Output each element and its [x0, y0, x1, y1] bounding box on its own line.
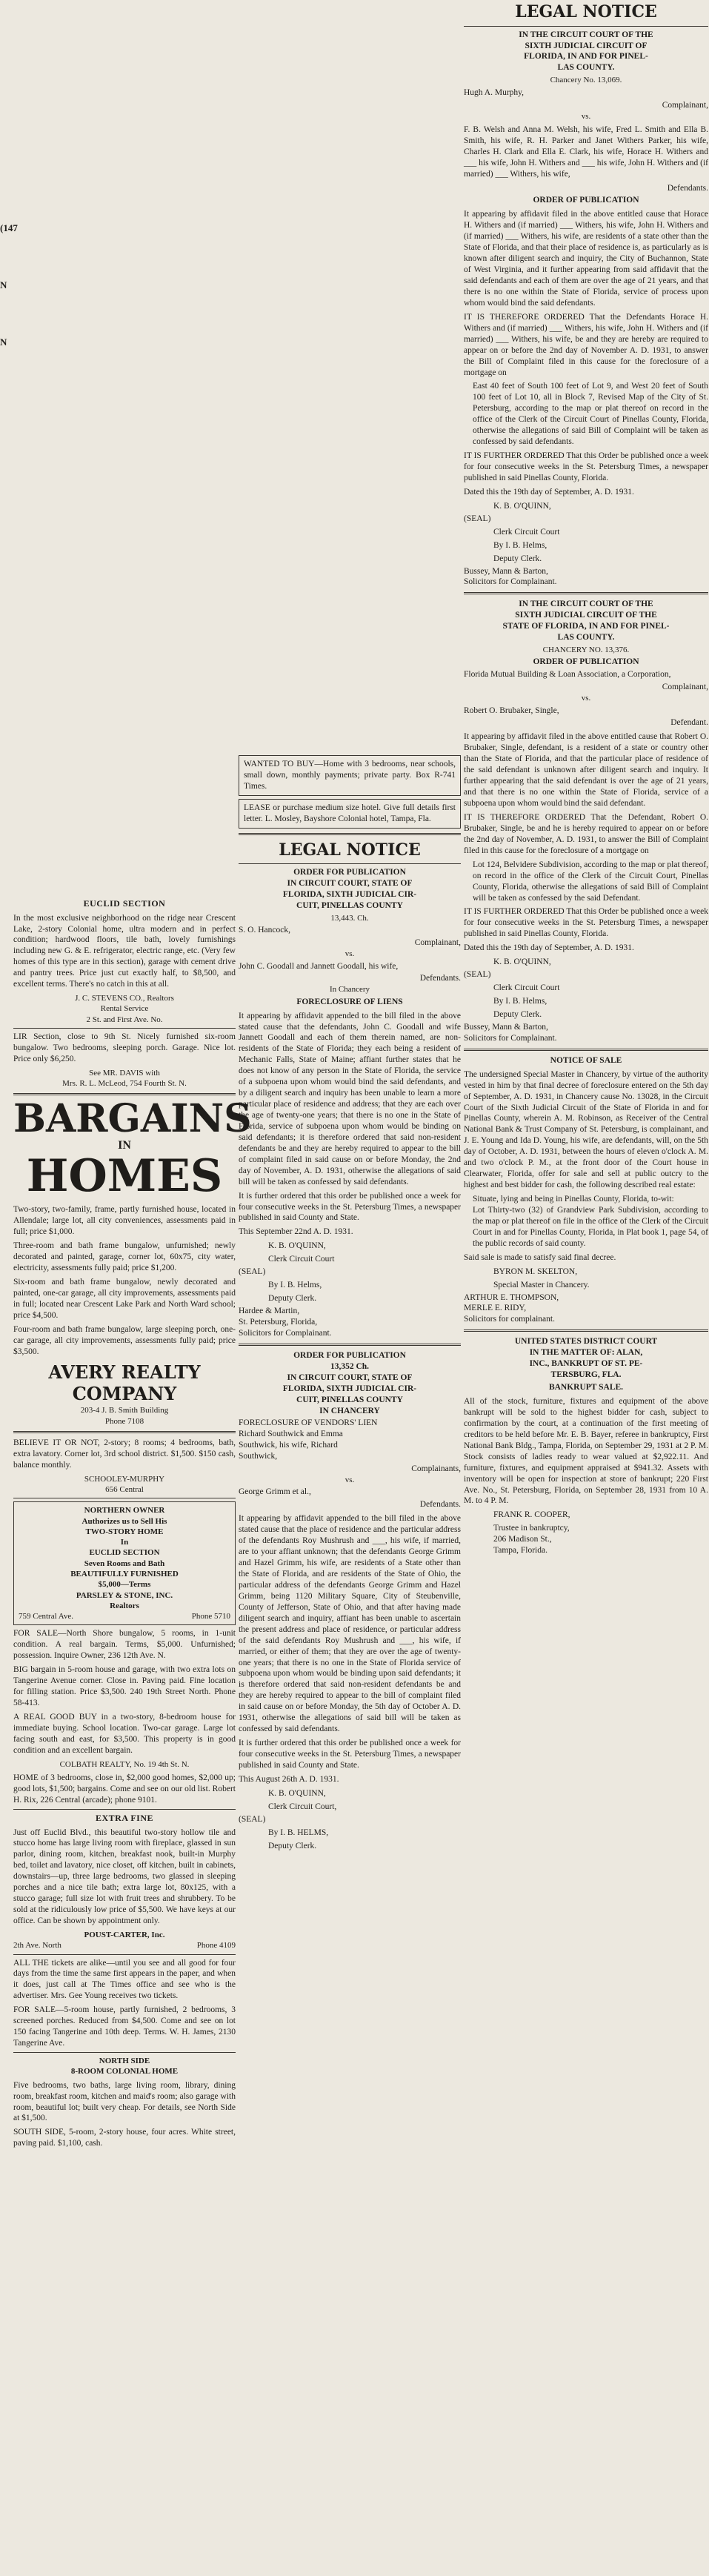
divider — [464, 26, 708, 27]
edge-fragment: N — [0, 279, 7, 291]
avery-phone: Phone 7108 — [104, 1416, 144, 1426]
divider — [239, 833, 461, 835]
clerk-title: Clerk Circuit Court — [268, 1255, 335, 1264]
order-for-publication-13443 — [239, 867, 461, 1339]
euclid-ad: In the most exclusive neighborhood on the ridge near Crescent Lake, 2-story Colonial home, ultra modern and in perfect condition; hardwood floors, tile bath, lovely furnishings including new G. & E. refrigerator, electric range, etc. (Very few homes of this type are in this section), garage with cement drive and pantry trees. Price just cut exactly half, to $8,500, and excellent terms. There's no catch in this at all. — [13, 913, 236, 989]
notice-heading: ORDER FOR PUBLICATION 13,352 Ch. IN CIRCUIT COURT, STATE OF FLORIDA, SIXTH JUDICIAL CIR- CUIT, PINELLAS COUNTY IN CHANCERY — [282, 1350, 417, 1415]
legal-notice-column-middle — [239, 752, 461, 1852]
bargains-ad — [13, 1096, 252, 1426]
notice-heading: UNITED STATES DISTRICT COURT IN THE MATTER OF: ALAN, INC., BANKRUPT OF ST. PE- TERSBURG, FLA. — [514, 1337, 658, 1380]
complainant: S. O. Hancock, — [239, 926, 290, 935]
divider — [464, 592, 708, 594]
clerk-title: Clerk Circuit Court — [493, 983, 560, 993]
deputy-name: By I. B. HELMS, — [268, 1828, 329, 1837]
clerk-title: Clerk Circuit Court — [493, 527, 560, 537]
bargain-item: Two-story, two-family, frame, partly furnished house, located in Allendale; large lot, all city conveniences, assessments paid in full; price $1,000. — [13, 1205, 236, 1237]
chancery-number: Chancery No. 13,069. — [550, 76, 622, 85]
order-heading: ORDER OF PUBLICATION — [533, 657, 639, 667]
trustee-name: FRANK R. COOPER, — [493, 1510, 570, 1520]
master-title: Special Master in Chancery. — [493, 1280, 590, 1289]
bargains-in: IN — [118, 1139, 131, 1152]
good-buy-ad: A REAL GOOD BUY in a two-story, 8-bedroom house for immediate buying. School location. Two-car garage. Large lot facing south and east, for $3,500. This property is in good condition and an excellent bargain. — [13, 1713, 236, 1755]
deputy-title: Deputy Clerk. — [493, 554, 542, 563]
versus: vs. — [344, 949, 355, 959]
dated-line: Dated this the 19th day of September, A. D. 1931. — [464, 487, 634, 497]
deputy-name: By I. B. Helms, — [268, 1281, 322, 1290]
wanted-to-buy-ad — [239, 755, 461, 796]
south-side-ad: SOUTH SIDE, 5-room, 2-story house, four acres. White street, paving paid. $1,100, cash. — [13, 2128, 236, 2148]
further-ordered: IT IS FURTHER ORDERED That this Order be published once a week for four consecutive weeks in the St. Petersburg Times, a newspaper published in said Pinellas County, Florida. — [464, 451, 708, 482]
legal-notice-title: LEGAL NOTICE — [515, 2, 657, 21]
case-caption: FORECLOSURE OF VENDORS' LIEN Richard Southwick and Emma Southwick, his wife, Richard Southwick, — [239, 1418, 378, 1461]
northern-owner-text: NORTHERN OWNER Authorizes us to Sell His TWO-STORY HOME In EUCLID SECTION Seven Rooms and Bath BEAUTIFULLY FURNISHED $5,000—Terms PARSLEY & STONE, INC. Realtors — [70, 1506, 179, 1610]
therefore-ordered: IT IS THEREFORE ORDERED That the Defendants Horace H. Withers and (if married) ___ Withers, his wife, John H. Withers and (if married) ___ Withers, his wife, be and they are hereby are required to appear on or before the 2nd day of November A. D. 1931, to answer the Bill of Complaint filed in this cause for the foreclosure of a mortgage on — [464, 312, 708, 377]
divider — [239, 863, 461, 864]
avery-address: 203-4 J. B. Smith Building — [80, 1406, 169, 1415]
clerk-name: K. B. O'QUINN, — [268, 1788, 326, 1798]
believe-ad: BELIEVE IT OR NOT, 2-story; 8 rooms; 4 bedrooms, bath, extra lavatory. Corner lot, 3rd school district. $1,500. $150 cash, balance monthly. — [13, 1438, 236, 1470]
tickets-ad: ALL THE tickets are alike—until you see and all good for four days from the time the same first appears in the paper, and when it does, just call at The Times office and see who is the advertiser. Mrs. Gee Young receives two tickets. — [13, 1958, 236, 2001]
poust-address: 2th Ave. North — [13, 1941, 61, 1951]
master-name: BYRON M. SKELTON, — [493, 1267, 578, 1276]
deputy-title: Deputy Clerk. — [268, 1294, 317, 1304]
notice-body: It appearing by affidavit appended to the bill filed in the above stated cause that the place of residence and the particular address of the defendants Roy Mushrush and ___, his wife, if married, are to your affiant unknown; that the defendants George Grimm and Hazel Grimm, his wife, are residents of a State other than the State of Florida, and are residents of the State of Ohio, the particular address of the defendants George Grimm and Hazel Grimm, being 1120 Military Square, City of Steubenville, County of Jefferson, State of Ohio, and that after having made diligent search and inquiry, affiant has been unable to ascertain the present address and place of residence, or particular address of the said defendants Roy Mushrush and ___, his wife, if married, or either of them; that they are over the age of twenty-one years; that there is no one in the State of Florida service of subpoena upon whom would be binding upon said defendants; it is therefore ordered that said non-resident defendants be and they are hereby required to appear to the bill of complaint filed in said cause on or before Monday, the 5th day of October A. D. 1931, otherwise the allegations of said bill will be taken as confessed by said defendants. — [239, 1514, 461, 1734]
deputy-title: Deputy Clerk. — [493, 1009, 542, 1019]
bargain-item: Six-room and bath frame bungalow, newly decorated and painted, one-car garage, all city improvements, assessments paid in full; located near Crescent Lake Park and North Ward school; price $4,500. — [13, 1277, 236, 1320]
dated-line: Dated this the 19th day of September, A. D. 1931. — [464, 943, 634, 953]
complainant-label: Complainant, — [662, 100, 708, 110]
home-ad: HOME of 3 bedrooms, close in, $2,000 good homes, $2,000 up; good lots, $1,500; bargains. Come and see on our old list. Robert H. Rix, 226 Central (arcade); phone 9101. — [13, 1773, 236, 1805]
complainants-label: Complainants, — [411, 1464, 461, 1474]
clerk-title: Clerk Circuit Court, — [268, 1802, 337, 1811]
lease-ad — [239, 799, 461, 829]
publication-order: It is further ordered that this order be published once a week for four consecutive weeks in the St. Petersburg Times, a newspaper published in said County and State. — [239, 1739, 461, 1770]
divider — [13, 1093, 236, 1095]
solicitors: Hardee & Martin, St. Petersburg, Florida, Solicitors for Complainant. — [239, 1307, 332, 1338]
bankrupt-sale-heading: BANKRUPT SALE. — [548, 1383, 624, 1392]
wanted-ad-text: WANTED TO BUY—Home with 3 bedrooms, near schools, small down, monthly payments; private party. Box R-741 Times. — [244, 760, 456, 791]
avery-name: AVERY REALTY — [48, 1361, 201, 1384]
order-for-publication-13352 — [239, 1350, 461, 1852]
notice-of-sale — [464, 1055, 708, 1326]
solicitors: Bussey, Mann & Barton, Solicitors for Complainant. — [464, 566, 557, 587]
rental-service: Rental Service — [100, 1004, 149, 1014]
stevens-realtor: J. C. STEVENS CO., Realtors — [75, 994, 174, 1003]
divider — [13, 1028, 236, 1029]
deputy-name: By I. B. Helms, — [493, 540, 547, 550]
lir-ad: LIR Section, close to 9th St. Nicely furnished six-room bungalow. Two bedrooms, sleeping porch. Garage. Nice lot. Price only $6,250. — [13, 1032, 236, 1063]
bargains-title: BARGAINS — [13, 1096, 252, 1142]
seal: (SEAL) — [464, 970, 491, 980]
north-side-ad: Five bedrooms, two baths, large living room, library, dining room, breakfast room, kitchen and maid's room; also garage with room, beautiful lot; built very cheap. For details, see North Side at $1,500. — [13, 2080, 236, 2123]
colbath-realty: COLBATH REALTY, No. 19 4th St. N. — [59, 1759, 190, 1769]
notice-heading: ORDER FOR PUBLICATION IN CIRCUIT COURT, STATE OF FLORIDA, SIXTH JUDICIAL CIR- CUIT, PINELLAS COUNTY — [282, 868, 417, 911]
seal: (SEAL) — [239, 1267, 266, 1277]
poust-carter: POUST-CARTER, Inc. — [84, 1930, 165, 1939]
solicitors: Bussey, Mann & Barton, Solicitors for Complainant. — [464, 1022, 557, 1043]
legal-description: East 40 feet of South 100 feet of Lot 9, and West 20 feet of South 100 feet of Lot 10, all in Block 7, Revised Map of the City of St. Petersburg, according to the map or plat thereof on record in the office of the Clerk of the Circuit Court of Pinellas County, Florida, otherwise the allegations of said Bill of Complaint will be taken as confessed by said defendants. — [473, 382, 708, 447]
seal: (SEAL) — [464, 514, 491, 523]
clerk-name: K. B. O'QUINN, — [493, 957, 551, 967]
mcleod-contact: Mrs. R. L. McLeod, 754 Fourth St. N. — [62, 1079, 187, 1089]
chancery-label: In Chancery — [329, 985, 370, 995]
euclid-heading: EUCLID SECTION — [83, 898, 166, 909]
edge-fragment: (147 — [0, 222, 18, 233]
defendants-label: Defendants. — [419, 974, 461, 983]
defendants: John C. Goodall and Jannett Goodall, his wife, — [239, 961, 399, 971]
defendants-label: Defendants. — [419, 1500, 461, 1510]
defendants: George Grimm et al., — [239, 1487, 311, 1497]
north-side-heading: NORTH SIDE 8-ROOM COLONIAL HOME — [70, 2057, 179, 2077]
defendants-label: Defendant. — [670, 718, 708, 728]
foreclosure-heading: FORECLOSURE OF LIENS — [296, 997, 403, 1006]
complainant: Florida Mutual Building & Loan Association, a Corporation, — [464, 670, 671, 680]
divider — [13, 1809, 236, 1810]
poust-phone: Phone 4109 — [196, 1941, 236, 1951]
notice-body: It appearing by affidavit filed in the above entitled cause that Horace H. Withers and (if married) ___ Withers, his wife, John H. Withers and (if married) ___ Withers, his wife, are residents of a state other than the State of Florida, and that their place of residence is, as particularly as is known after diligent search and inquiry, the City of Buchannon, State of West Virginia, and it further appearing from said affidavit that the said defendants and each of them are over the age of 21 years, and that there is no one within the State of Florida, service of process upon whom would bind the said defendants. — [464, 210, 708, 308]
versus: vs. — [581, 694, 591, 703]
notice-body: All of the stock, furniture, fixtures and equipment of the above bankrupt will be sold to the highest bidder for cash, subject to confirmation by the court, at a continuation of the first meeting of creditors to be held before Mr. E. B. Bayer, referee in bankruptcy, First National Bank Bldg., Tampa, Florida, on September 29, 1931 at 2 P. M. Stock consists of ladies ready to wear valued at $2,922.11. And furniture, fixtures, and equipment appraised at $941.32. Assets with inventory will be open for inspection at store of bankrupt; 220 First Ave. No., St. Petersburg, Florida, on September 28, 1931 from 10 A. M. to 4 P. M. — [464, 1397, 708, 1506]
further-ordered: IT IS FURTHER ORDERED That this Order be published once a week for four consecutive weeks in the St. Petersburg Times, a newspaper published in said Pinellas County, Florida. — [464, 907, 708, 939]
defendants: F. B. Welsh and Anna M. Welsh, his wife, Fred L. Smith and Ella B. Smith, his wife, R. H. Parker and Janet Withers Parker, his wife, Charles H. Clark and Ella E. Clark, his wife, Horace H. Withers and ___ his wife, John H. Withers and ___ his wife, John H. Withers and (if married) ___ Withers, his wife, — [464, 125, 708, 179]
bargain-item: Four-room and bath frame bungalow, large sleeping porch, one-car garage, all city improvements, assessments fully paid; price $3,500. — [13, 1324, 236, 1356]
legal-notice-column-right — [464, 0, 708, 1556]
homes-title: HOMES — [26, 1150, 223, 1203]
big-bargain-ad: BIG bargain in 5-room house and garage, with two extra lots on Tangerine Avenue corner. Close in. Paving paid. Fine location for filling station. Price $3,500. 240 19th Street North. Phone 58-413. — [13, 1665, 236, 1708]
order-heading: ORDER OF PUBLICATION — [533, 196, 639, 205]
chancery-13376-notice — [464, 599, 708, 1043]
legal-description: Situate, lying and being in Pinellas County, Florida, to-wit: Lot Thirty-two (32) of Grandview Park Subdivision, according to the map or plat thereof on file in the office of the Clerk of the Circuit Court in and for Pinellas County, Florida, in Plat book 1, page 54, of the public records of said county. — [473, 1195, 708, 1248]
notice-body: The undersigned Special Master in Chancery, by virtue of the authority vested in him by that final decree of foreclosure entered on the 5th day of September, A. D. 1931, in Chancery cause No. 13028, in the Circuit Court of the Sixth Judicial Circuit of the State of Florida in and for Pinellas County, wherein A. M. Robinson, as Receiver of the Central National Bank & Trust Company of St. Petersburg, is complainant, and J. E. Young and Ida D. Young, his wife, are defendants, will, on the 5th day of October, A. D. 1931, between the hours of eleven o'clock A. M. and two o'clock P. M., at the front door of the Court house in Clearwater, Florida, offer for sale and sell at public outcry to the highest and best bidder for cash, the following described real estate: — [464, 1069, 708, 1190]
defendants-label: Defendants. — [667, 183, 708, 193]
left-edge-fragments — [0, 222, 18, 394]
notice-heading: IN THE CIRCUIT COURT OF THE SIXTH JUDICIAL CIRCUIT OF THE STATE OF FLORIDA, IN AND FOR PINEL- LAS COUNTY. — [502, 600, 670, 643]
legal-description: Lot 124, Belvidere Subdivision, according to the map or plat thereof, on record in the office of the Clerk of the Circuit Court, Pinellas County, Florida, otherwise the allegations of said Bill of Complaint will be taken as confessed by the said Defendant. — [473, 860, 708, 903]
defendants: Robert O. Brubaker, Single, — [464, 706, 559, 715]
for-sale-north-ad: FOR SALE—North Shore bungalow, 5 rooms, in 1-unit condition. A real bargain. Terms, $5,000. Unfurnished; possession. Inquire Owner, 236 12th Ave. N. — [13, 1629, 236, 1661]
complainant-label: Complainant, — [414, 938, 461, 948]
deputy-title: Deputy Clerk. — [268, 1841, 317, 1850]
divider — [239, 1344, 461, 1346]
lease-ad-text: LEASE or purchase medium size hotel. Give full details first letter. L. Mosley, Bayshore Colonial hotel, Tampa, Fla. — [244, 803, 456, 823]
chancery-13069-notice — [464, 30, 708, 588]
seal: (SEAL) — [239, 1814, 266, 1824]
clerk-name: K. B. O'QUINN, — [493, 501, 551, 511]
classified-real-estate-column — [13, 897, 252, 2152]
notice-body: It appearing by affidavit appended to the bill filed in the above stated cause that the defendants, John C. Goodall and wife Jannett Goodall and each of them therein named, are non-residents of the State of Florida; they each being a resident of Mechanic Falls, State of Maine; affiant further states that he does not know of any person in the State of Florida, the service of a subpoena upon whom would bind the said defendants, and by a diligent search and inquiry has been unable to learn a more particular place of residence and address; that they are each over the age of twenty-one years; that there is no one in the State of Florida, service of subpoena upon whom would be binding on said defendants; it is therefore ordered that said non-resident defendants be and they are hereby required to appear to the bill of complaint filed in said cause on or before Monday, the 2nd day of November, A. D. 1931, otherwise the allegations of said bill will be taken as confessed by said defendants. — [239, 1011, 461, 1186]
therefore-ordered: IT IS THEREFORE ORDERED That the Defendant, Robert O. Brubaker, Single, be and he is hereby required to appear on or before the 2nd day of November, A. D. 1931, to answer the Bill of Complaint filed in this cause for the foreclosure of a mortgage on — [464, 812, 708, 855]
case-number: 13,443. Ch. — [330, 914, 369, 923]
versus: vs. — [344, 1475, 355, 1485]
schooley-address: 656 Central — [105, 1484, 144, 1494]
dated-line: This August 26th A. D. 1931. — [239, 1774, 339, 1784]
bargain-item: Three-room and bath frame bungalow, unfurnished; newly decorated and painted, garage, corner lot, 60x75, city water, electricity, assessments fully paid; price $1,200. — [13, 1241, 236, 1272]
versus: vs. — [581, 111, 591, 121]
notice-heading: NOTICE OF SALE — [550, 1055, 622, 1065]
divider — [13, 1431, 236, 1433]
parsley-address: 759 Central Ave. — [19, 1612, 74, 1621]
trustee-title: Trustee in bankruptcy, 206 Madison St., Tampa, Florida. — [493, 1524, 570, 1556]
solicitors: ARTHUR E. THOMPSON, MERLE E. RIDY, Solicitors for complainant. — [464, 1292, 559, 1324]
sale-ad: FOR SALE—5-room house, partly furnished, 2 bedrooms, 3 screened porches. Reduced from $4,500. Come and see on lot 150 facing Tangerine and 10th deep. Terms. W. H. James, 2130 Tangerine Ave. — [13, 2005, 236, 2048]
chancery-number: CHANCERY NO. 13,376. — [542, 645, 630, 655]
notice-body: It appearing by affidavit filed in the above entitled cause that Robert O. Brubaker, Single, defendant, is a resident of a state or country other than the State of Florida, and that the particular place of residence of the said defendant is unknown after diligent search and inquiry. It further appearing that the said defendant is over the age of 21 years, and that there is no one within the State of Florida, service of a subpoena upon whom would bind the said defendant. — [464, 732, 708, 809]
notice-heading: IN THE CIRCUIT COURT OF THE SIXTH JUDICIAL CIRCUIT OF FLORIDA, IN AND FOR PINEL- LAS COUNTY. — [519, 30, 653, 73]
bankrupt-sale-notice — [464, 1336, 708, 1556]
publication-order: It is further ordered that this order be published once a week for four consecutive weeks in the St. Petersburg Times, a newspaper published in said County and State. — [239, 1191, 461, 1223]
divider — [464, 1049, 708, 1051]
extra-fine-heading: EXTRA FINE — [95, 1812, 153, 1823]
parsley-phone: Phone 5710 — [191, 1612, 230, 1621]
avery-company: COMPANY — [72, 1382, 177, 1404]
complainant-label: Complainant, — [662, 683, 708, 692]
davis-contact: See MR. DAVIS with — [89, 1068, 160, 1078]
divider — [13, 2052, 236, 2053]
satisfy-line: Said sale is made to satisfy said final decree. — [464, 1252, 616, 1262]
schooley-murphy: SCHOOLEY-MURPHY — [84, 1474, 165, 1484]
deputy-name: By I. B. Helms, — [493, 997, 547, 1006]
divider — [13, 1954, 236, 1955]
complainant: Hugh A. Murphy, — [464, 87, 525, 97]
extra-fine-ad: Just off Euclid Blvd., this beautiful two-story hollow tile and stucco home has large living room with fireplace, glassed in sun parlor, dining room, kitchen, breakfast nook, built-in Murphy bed, toilet and lavatory, nice closet, off kitchen, built in cabinets, downstairs—up, three large bedrooms, two glassed in sleeping porches and a nice tile bath; extra large lot, 80x125, with a stucco garage; full size lot with fruit trees and shrubbery. To be sold at the ridiculously low price of $5,500. We have keys at our office. Can be shown by appointment only. — [13, 1828, 236, 1925]
divider — [464, 1330, 708, 1332]
stevens-address: 2 St. and First Ave. No. — [86, 1015, 163, 1024]
legal-notice-title: LEGAL NOTICE — [279, 840, 421, 860]
northern-owner-ad — [13, 1501, 236, 1625]
clerk-name: K. B. O'QUINN, — [268, 1241, 326, 1251]
dated-line: This September 22nd A. D. 1931. — [239, 1227, 353, 1237]
edge-fragment: N — [0, 336, 7, 348]
